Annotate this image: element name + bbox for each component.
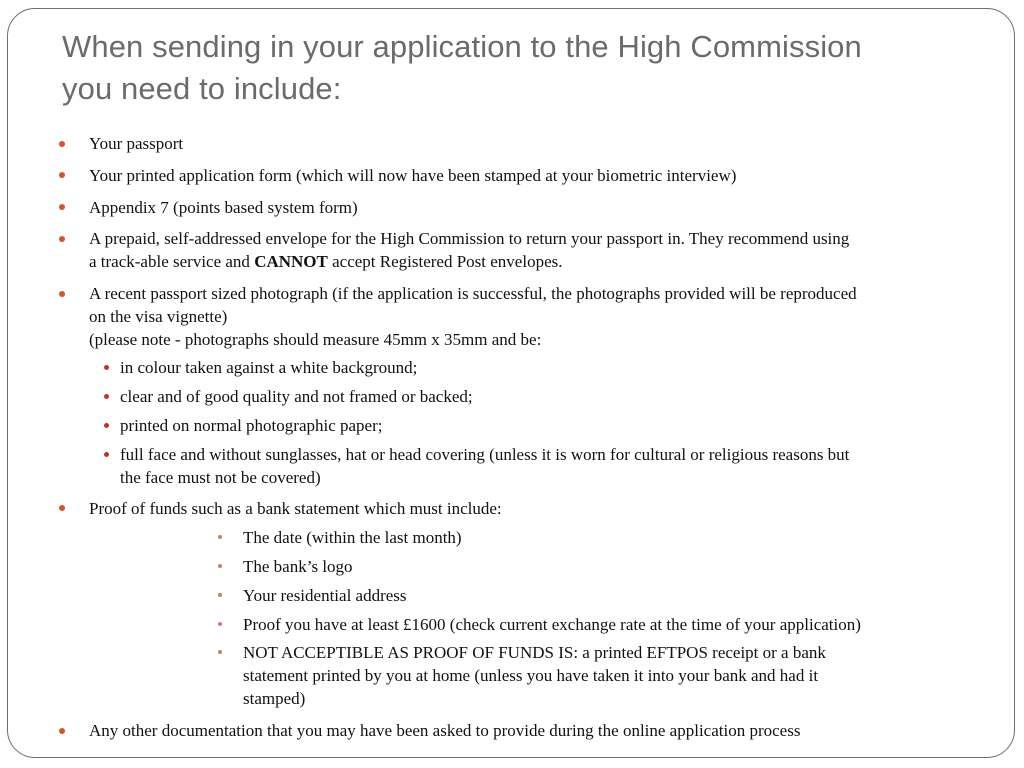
sub-bullet-marker	[104, 394, 109, 399]
funds-requirement-address: Your residential address	[243, 586, 407, 605]
not-acceptable-line-2: statement printed by you at home (unless you have taken it into your bank and had it	[243, 666, 819, 685]
funds-requirement-logo: The bank’s logo	[243, 557, 353, 576]
sub-bullet-marker	[104, 423, 109, 428]
slide-title	[62, 26, 962, 110]
bullet-marker	[59, 728, 65, 734]
envelope-line-1: A prepaid, self-addressed envelope for the High Commission to return your passport in. They recommend using	[89, 229, 850, 248]
list-item-appendix-7: Appendix 7 (points based system form)	[89, 198, 358, 217]
envelope-cannot: CANNOT	[254, 252, 328, 271]
funds-requirement-amount: Proof you have at least £1600 (check current exchange rate at the time of your application)	[243, 615, 861, 634]
face-line-2: the face must not be covered)	[120, 468, 321, 487]
photograph-line-2: on the visa vignette)	[89, 307, 228, 326]
sub-sub-bullet-marker	[218, 535, 222, 539]
sub-bullet-marker	[104, 365, 109, 370]
bullet-marker	[59, 505, 65, 511]
bullet-marker	[59, 291, 65, 297]
funds-requirement-not-acceptable	[243, 641, 958, 710]
list-item-application-form: Your printed application form (which will now have been stamped at your biometric interview)	[89, 166, 737, 185]
photograph-line-1: A recent passport sized photograph (if the application is successful, the photographs provided will be reproduced	[89, 284, 857, 303]
photo-requirement-colour: in colour taken against a white background;	[120, 358, 418, 377]
sub-sub-bullet-marker	[218, 622, 222, 626]
bullet-marker	[59, 141, 65, 147]
list-item-proof-of-funds: Proof of funds such as a bank statement which must include:	[89, 499, 502, 518]
list-item-other-documentation: Any other documentation that you may have been asked to provide during the online application process	[89, 721, 801, 740]
list-item-passport: Your passport	[89, 134, 184, 153]
envelope-line-2-pre: a track-able service and	[89, 252, 255, 271]
photo-requirement-face	[120, 443, 950, 489]
photograph-line-3: (please note - photographs should measure 45mm x 35mm and be:	[89, 330, 542, 349]
sub-sub-bullet-marker	[218, 593, 222, 597]
sub-sub-bullet-marker	[218, 564, 222, 568]
not-acceptable-line-1: NOT ACCEPTIBLE AS PROOF OF FUNDS IS: a printed EFTPOS receipt or a bank	[243, 643, 826, 662]
bullet-marker	[59, 204, 65, 210]
envelope-line-2-post: accept Registered Post envelopes.	[327, 252, 563, 271]
photo-requirement-paper: printed on normal photographic paper;	[120, 416, 383, 435]
title-line-2: you need to include:	[62, 71, 342, 106]
sub-sub-bullet-marker	[218, 650, 222, 654]
face-line-1: full face and without sunglasses, hat or head covering (unless it is worn for cultural or religious reasons but	[120, 445, 850, 464]
photo-requirement-quality: clear and of good quality and not framed or backed;	[120, 387, 473, 406]
list-item-photograph	[89, 282, 964, 351]
title-line-1: When sending in your application to the High Commission	[62, 29, 862, 64]
list-item-envelope	[89, 227, 964, 273]
bullet-marker	[59, 236, 65, 242]
not-acceptable-line-3: stamped)	[243, 689, 306, 708]
funds-requirement-date: The date (within the last month)	[243, 528, 462, 547]
sub-bullet-marker	[104, 452, 109, 457]
bullet-marker	[59, 172, 65, 178]
